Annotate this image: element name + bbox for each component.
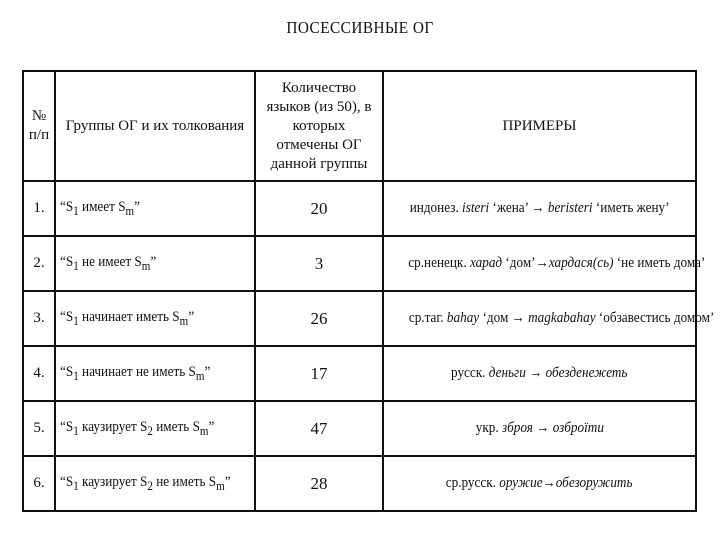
row-group: “$S_1$ начинает иметь $S_m$” [55,291,255,346]
row-count: 47 [255,401,383,456]
table-row [23,401,696,456]
row-num: 2. [23,236,55,291]
table-row [23,456,696,511]
row-count: 3 [255,236,383,291]
row-num: 4. [23,346,55,401]
row-group: “$S_1$ каузирует $S_2$ иметь $S_m$” [55,401,255,456]
table-row [23,236,696,291]
row-count: 17 [255,346,383,401]
row-count: 28 [255,456,383,511]
header-count: Количество языков (из 50), в которых отмечены ОГ данной группы [255,71,383,181]
row-example: ср.ненецк. харад ‘дом’→хардася(сь) ‘не иметь дома’ [383,236,696,291]
table-header-row [23,71,696,181]
row-num: 6. [23,456,55,511]
possessive-table [22,70,715,512]
row-group: “$S_1$ начинает не иметь $S_m$” [55,346,255,401]
row-example: русск. деньги → обезденежеть [383,346,696,401]
header-num: № п/п [23,71,55,181]
row-example: индонез. isteri ‘жена’ → beristeri ‘иметь жену’ [383,181,696,236]
row-num: 5. [23,401,55,456]
row-num: 3. [23,291,55,346]
row-num: 1. [23,181,55,236]
row-count: 26 [255,291,383,346]
row-group: “$S_1$ не имеет $S_m$” [55,236,255,291]
table-row [23,346,696,401]
row-example: ср.русск. оружие→обезоружить [383,456,696,511]
header-group: Группы ОГ и их толкования [55,71,255,181]
row-group: “$S_1$ имеет $S_m$” [55,181,255,236]
row-count: 20 [255,181,383,236]
page-title: ПОСЕССИВНЫЕ ОГ [286,18,434,37]
header-examples: ПРИМЕРЫ [383,71,696,181]
row-example: ср.таг. bahay ‘дом → magkabahay ‘обзавестись домом’ [383,291,696,346]
table-row [23,181,696,236]
row-example: укр. зброя → озброїти [383,401,696,456]
row-group: “$S_1$ каузирует $S_2$ не иметь $S_m$” [55,456,255,511]
table-row [23,291,696,346]
